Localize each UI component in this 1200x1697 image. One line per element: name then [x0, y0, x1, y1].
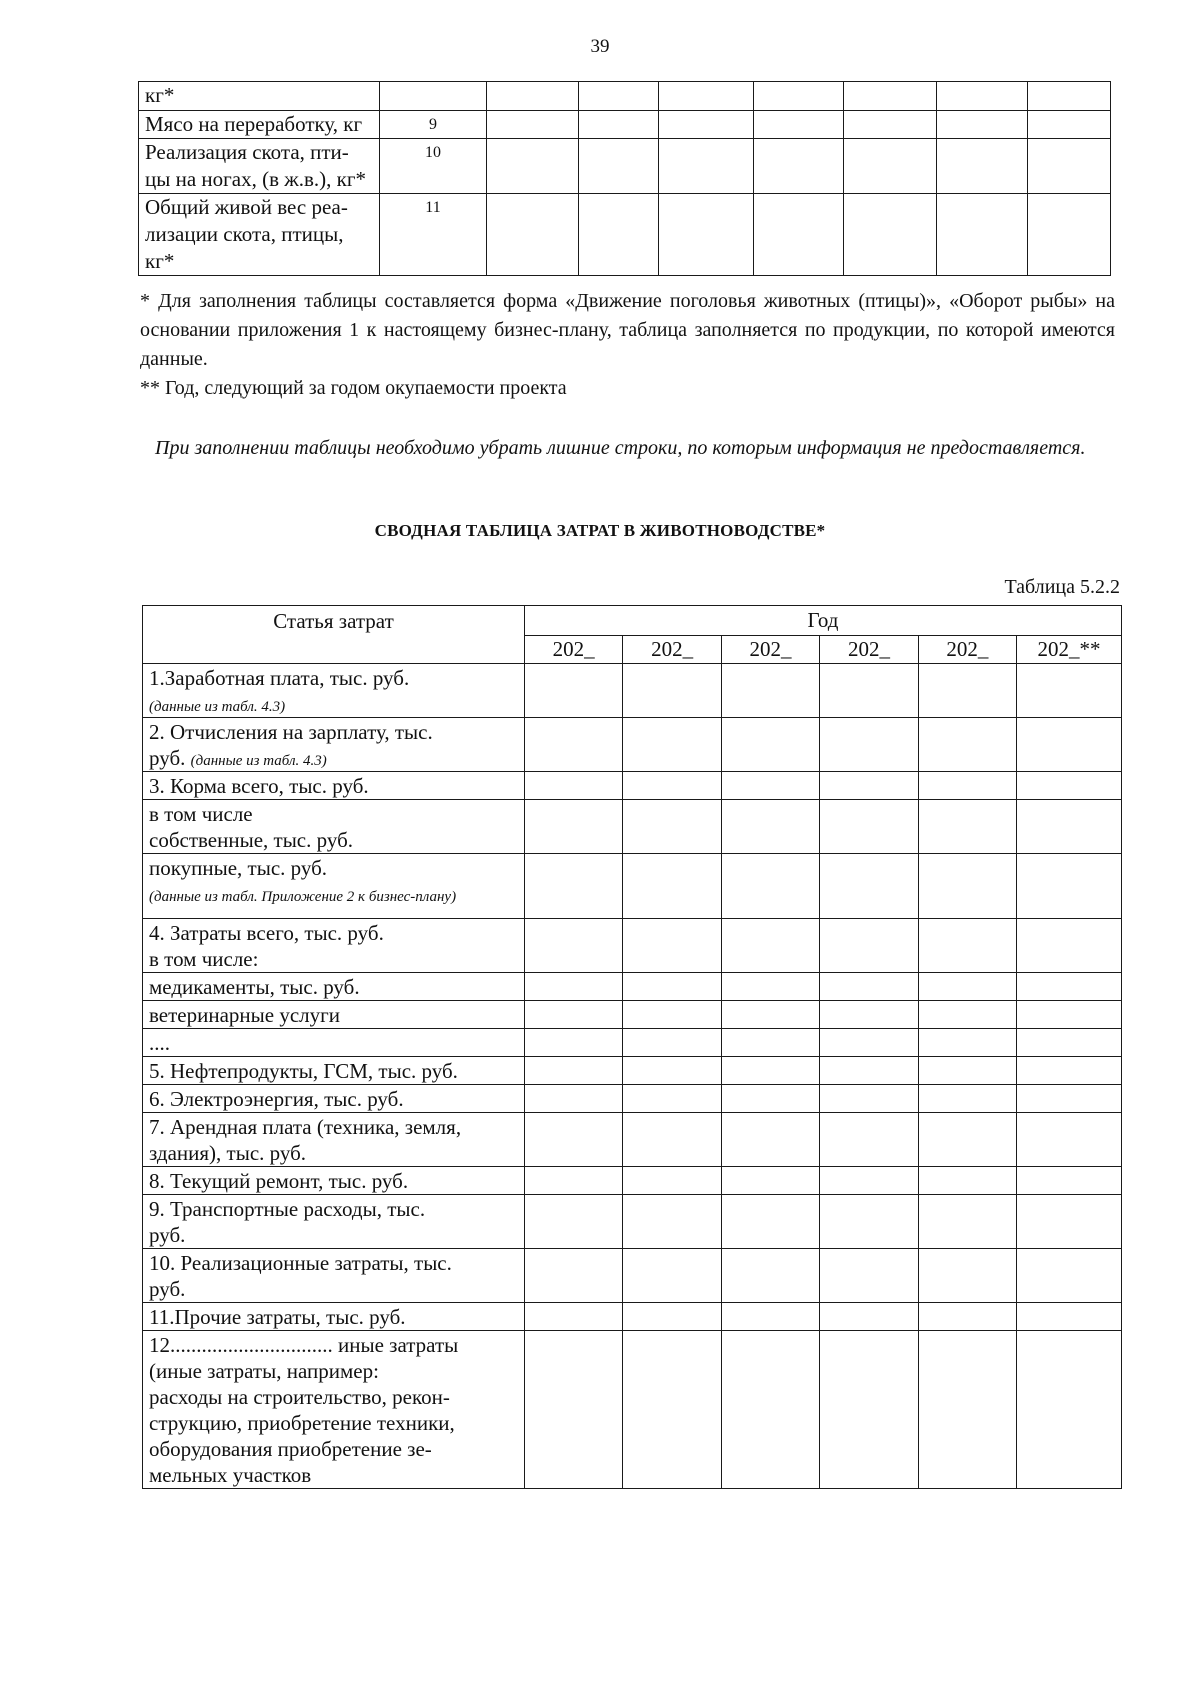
year-column-header: 202_	[524, 636, 622, 664]
table-number: Таблица 5.2.2	[1004, 576, 1120, 598]
fill-instruction: При заполнении таблицы необходимо убрать лишние строки, по которым информация не предоставляется.	[155, 437, 1086, 459]
cost-item-text: 9. Транспортные расходы, тыс. руб.	[149, 1197, 426, 1247]
cost-item-text: 7. Арендная плата (техника, земля, здания), тыс. руб.	[149, 1115, 462, 1165]
empty-cell	[1017, 1195, 1122, 1249]
empty-cell	[918, 1331, 1016, 1489]
empty-cell	[623, 1113, 721, 1167]
empty-cell	[918, 854, 1016, 919]
empty-cell	[579, 111, 659, 139]
empty-cell	[623, 1001, 721, 1029]
empty-cell	[721, 1029, 819, 1057]
empty-cell	[721, 718, 819, 772]
empty-cell	[623, 1167, 721, 1195]
cost-row	[143, 1303, 1122, 1331]
empty-cell	[524, 1029, 622, 1057]
cost-row	[143, 800, 1122, 854]
empty-cell	[524, 1167, 622, 1195]
empty-cell	[524, 919, 622, 973]
empty-cell	[918, 664, 1016, 718]
page-number: 39	[590, 36, 610, 57]
empty-cell	[623, 1195, 721, 1249]
empty-cell	[820, 1057, 918, 1085]
cost-item-label	[143, 1195, 525, 1249]
empty-cell	[820, 718, 918, 772]
empty-cell	[820, 800, 918, 854]
footnote-1: * Для заполнения таблицы составляется форма «Движение поголовья животных (птицы)», «Оборот рыбы» на основании приложения 1 к настоящему бизнес-плану, таблица заполняется по продукции, по которой имеются данные.	[140, 290, 1115, 370]
empty-cell	[1017, 1057, 1122, 1085]
empty-cell	[487, 139, 579, 194]
year-column-header: 202_**	[1017, 636, 1122, 664]
cost-item-label	[143, 919, 525, 973]
empty-cell	[721, 854, 819, 919]
empty-cell	[820, 1113, 918, 1167]
cost-item-text: ....	[149, 1031, 170, 1055]
empty-cell	[721, 1303, 819, 1331]
empty-cell	[721, 1167, 819, 1195]
empty-cell	[918, 1113, 1016, 1167]
table-row	[139, 139, 1111, 194]
data-source-note: (данные из табл. 4.3)	[190, 753, 327, 769]
footnote-2: ** Год, следующий за годом окупаемости проекта	[140, 377, 567, 399]
empty-cell	[524, 1113, 622, 1167]
empty-cell	[721, 1001, 819, 1029]
empty-cell	[754, 139, 844, 194]
table-row	[139, 82, 1111, 111]
empty-cell	[487, 111, 579, 139]
cost-item-label	[143, 800, 525, 854]
empty-cell	[754, 82, 844, 111]
cost-row	[143, 1331, 1122, 1489]
empty-cell	[1017, 1331, 1122, 1489]
cost-row	[143, 664, 1122, 718]
cost-row	[143, 1167, 1122, 1195]
cost-item-header: Статья затрат	[143, 606, 525, 664]
empty-cell	[820, 1303, 918, 1331]
cost-item-label	[143, 1249, 525, 1303]
empty-cell	[820, 919, 918, 973]
empty-cell	[754, 194, 844, 276]
cost-item-text: медикаменты, тыс. руб.	[149, 975, 360, 999]
cost-item-label	[143, 854, 525, 919]
empty-cell	[1028, 194, 1111, 276]
empty-cell	[524, 1001, 622, 1029]
empty-cell	[524, 772, 622, 800]
cost-item-label	[143, 718, 525, 772]
empty-cell	[623, 800, 721, 854]
empty-cell	[524, 1195, 622, 1249]
empty-cell	[918, 718, 1016, 772]
cost-item-text: ветеринарные услуги	[149, 1003, 340, 1027]
empty-cell	[937, 111, 1028, 139]
empty-cell	[623, 973, 721, 1001]
empty-cell	[1017, 772, 1122, 800]
livestock-output-table-continuation	[138, 81, 1111, 276]
empty-cell	[937, 194, 1028, 276]
row-number: 9	[380, 111, 487, 139]
cost-item-label	[143, 664, 525, 718]
empty-cell	[1017, 973, 1122, 1001]
empty-cell	[820, 854, 918, 919]
empty-cell	[524, 1249, 622, 1303]
cost-item-text: 1.Заработная плата, тыс. руб.	[149, 666, 410, 690]
empty-cell	[524, 1057, 622, 1085]
empty-cell	[659, 111, 754, 139]
cost-row	[143, 1001, 1122, 1029]
empty-cell	[820, 664, 918, 718]
cost-row	[143, 1029, 1122, 1057]
cost-item-label	[143, 1331, 525, 1489]
empty-cell	[918, 800, 1016, 854]
cost-item-label	[143, 1113, 525, 1167]
empty-cell	[487, 82, 579, 111]
empty-cell	[659, 194, 754, 276]
cost-item-label	[143, 772, 525, 800]
empty-cell	[579, 139, 659, 194]
empty-cell	[721, 919, 819, 973]
empty-cell	[918, 1057, 1016, 1085]
section-title: СВОДНАЯ ТАБЛИЦА ЗАТРАТ В ЖИВОТНОВОДСТВЕ*	[374, 521, 826, 540]
cost-item-text: 11.Прочие затраты, тыс. руб.	[149, 1305, 406, 1329]
empty-cell	[1017, 919, 1122, 973]
cost-row	[143, 1085, 1122, 1113]
year-column-header: 202_	[820, 636, 918, 664]
empty-cell	[1028, 111, 1111, 139]
empty-cell	[820, 1001, 918, 1029]
table-row	[139, 194, 1111, 276]
empty-cell	[623, 664, 721, 718]
empty-cell	[844, 111, 937, 139]
empty-cell	[1017, 1167, 1122, 1195]
empty-cell	[918, 1029, 1016, 1057]
empty-cell	[820, 973, 918, 1001]
empty-cell	[1017, 800, 1122, 854]
empty-cell	[1017, 718, 1122, 772]
row-label: Общий живой вес реа- лизации скота, птицы, кг*	[139, 194, 380, 276]
empty-cell	[1017, 1303, 1122, 1331]
empty-cell	[524, 1303, 622, 1331]
cost-item-text: 6. Электроэнергия, тыс. руб.	[149, 1087, 404, 1111]
cost-item-text: 2. Отчисления на зарплату, тыс. руб.	[149, 720, 433, 770]
empty-cell	[1017, 1029, 1122, 1057]
empty-cell	[918, 919, 1016, 973]
empty-cell	[820, 1085, 918, 1113]
empty-cell	[1028, 139, 1111, 194]
year-column-header: 202_	[721, 636, 819, 664]
empty-cell	[524, 854, 622, 919]
empty-cell	[820, 1029, 918, 1057]
row-label: кг*	[139, 82, 380, 111]
empty-cell	[721, 973, 819, 1001]
empty-cell	[623, 772, 721, 800]
empty-cell	[1017, 1001, 1122, 1029]
data-source-note: (данные из табл. 4.3)	[149, 699, 286, 715]
empty-cell	[754, 111, 844, 139]
empty-cell	[1017, 854, 1122, 919]
empty-cell	[623, 919, 721, 973]
cost-item-text: 12............................... иные затраты (иные затраты, например: расходы на строительство, рекон- струкцию, приобретение техники, оборудования приобретение зе- мельных участков	[149, 1333, 459, 1487]
empty-cell	[918, 1195, 1016, 1249]
empty-cell	[623, 1249, 721, 1303]
empty-cell	[721, 1331, 819, 1489]
row-number: 11	[380, 194, 487, 276]
empty-cell	[659, 82, 754, 111]
row-label: Реализация скота, пти- цы на ногах, (в ж.в.), кг*	[139, 139, 380, 194]
livestock-costs-table	[142, 605, 1122, 1489]
empty-cell	[721, 800, 819, 854]
cost-row	[143, 772, 1122, 800]
empty-cell	[1017, 1113, 1122, 1167]
empty-cell	[721, 1195, 819, 1249]
cost-row	[143, 919, 1122, 973]
empty-cell	[820, 1195, 918, 1249]
cost-item-text: 3. Корма всего, тыс. руб.	[149, 774, 369, 798]
year-column-header: 202_	[918, 636, 1016, 664]
empty-cell	[937, 82, 1028, 111]
empty-cell	[918, 1167, 1016, 1195]
cost-item-label	[143, 1057, 525, 1085]
cost-item-label	[143, 1303, 525, 1331]
empty-cell	[659, 139, 754, 194]
empty-cell	[721, 772, 819, 800]
cost-row	[143, 1195, 1122, 1249]
cost-item-label	[143, 1001, 525, 1029]
empty-cell	[721, 1249, 819, 1303]
cost-row	[143, 854, 1122, 919]
year-column-header: 202_	[623, 636, 721, 664]
empty-cell	[918, 1001, 1016, 1029]
empty-cell	[721, 1085, 819, 1113]
empty-cell	[844, 82, 937, 111]
table-row	[139, 111, 1111, 139]
empty-cell	[721, 1057, 819, 1085]
empty-cell	[623, 1029, 721, 1057]
cost-item-text: 4. Затраты всего, тыс. руб. в том числе:	[149, 921, 384, 971]
empty-cell	[918, 1303, 1016, 1331]
empty-cell	[524, 800, 622, 854]
empty-cell	[844, 194, 937, 276]
cost-row	[143, 1249, 1122, 1303]
empty-cell	[487, 194, 579, 276]
empty-cell	[579, 82, 659, 111]
cost-item-label	[143, 1029, 525, 1057]
empty-cell	[918, 973, 1016, 1001]
empty-cell	[579, 194, 659, 276]
empty-cell	[524, 718, 622, 772]
empty-cell	[524, 1331, 622, 1489]
cost-item-text: 10. Реализационные затраты, тыс. руб.	[149, 1251, 452, 1301]
empty-cell	[918, 1249, 1016, 1303]
empty-cell	[1017, 1085, 1122, 1113]
cost-item-label	[143, 1167, 525, 1195]
empty-cell	[721, 664, 819, 718]
empty-cell	[820, 1249, 918, 1303]
cost-item-text: покупные, тыс. руб.	[149, 856, 328, 880]
empty-cell	[1017, 1249, 1122, 1303]
cost-row	[143, 1057, 1122, 1085]
empty-cell	[820, 772, 918, 800]
empty-cell	[918, 772, 1016, 800]
year-header: Год	[524, 606, 1121, 636]
empty-cell	[820, 1331, 918, 1489]
empty-cell	[623, 1057, 721, 1085]
footnotes	[140, 287, 1115, 403]
empty-cell	[918, 1085, 1016, 1113]
empty-cell	[524, 973, 622, 1001]
cost-item-label	[143, 973, 525, 1001]
empty-cell	[1028, 82, 1111, 111]
empty-cell	[623, 1331, 721, 1489]
cost-row	[143, 973, 1122, 1001]
cost-item-label	[143, 1085, 525, 1113]
empty-cell	[623, 1303, 721, 1331]
data-source-note: (данные из табл. Приложение 2 к бизнес-плану)	[149, 889, 457, 905]
empty-cell	[623, 718, 721, 772]
cost-row	[143, 1113, 1122, 1167]
cost-item-text: 5. Нефтепродукты, ГСМ, тыс. руб.	[149, 1059, 458, 1083]
empty-cell	[1017, 664, 1122, 718]
empty-cell	[820, 1167, 918, 1195]
empty-cell	[524, 664, 622, 718]
row-number	[380, 82, 487, 111]
empty-cell	[623, 854, 721, 919]
empty-cell	[937, 139, 1028, 194]
cost-item-text: 8. Текущий ремонт, тыс. руб.	[149, 1169, 409, 1193]
cost-item-text: в том числе собственные, тыс. руб.	[149, 802, 354, 852]
empty-cell	[623, 1085, 721, 1113]
cost-row	[143, 718, 1122, 772]
empty-cell	[721, 1113, 819, 1167]
row-number: 10	[380, 139, 487, 194]
empty-cell	[524, 1085, 622, 1113]
row-label: Мясо на переработку, кг	[139, 111, 380, 139]
empty-cell	[844, 139, 937, 194]
